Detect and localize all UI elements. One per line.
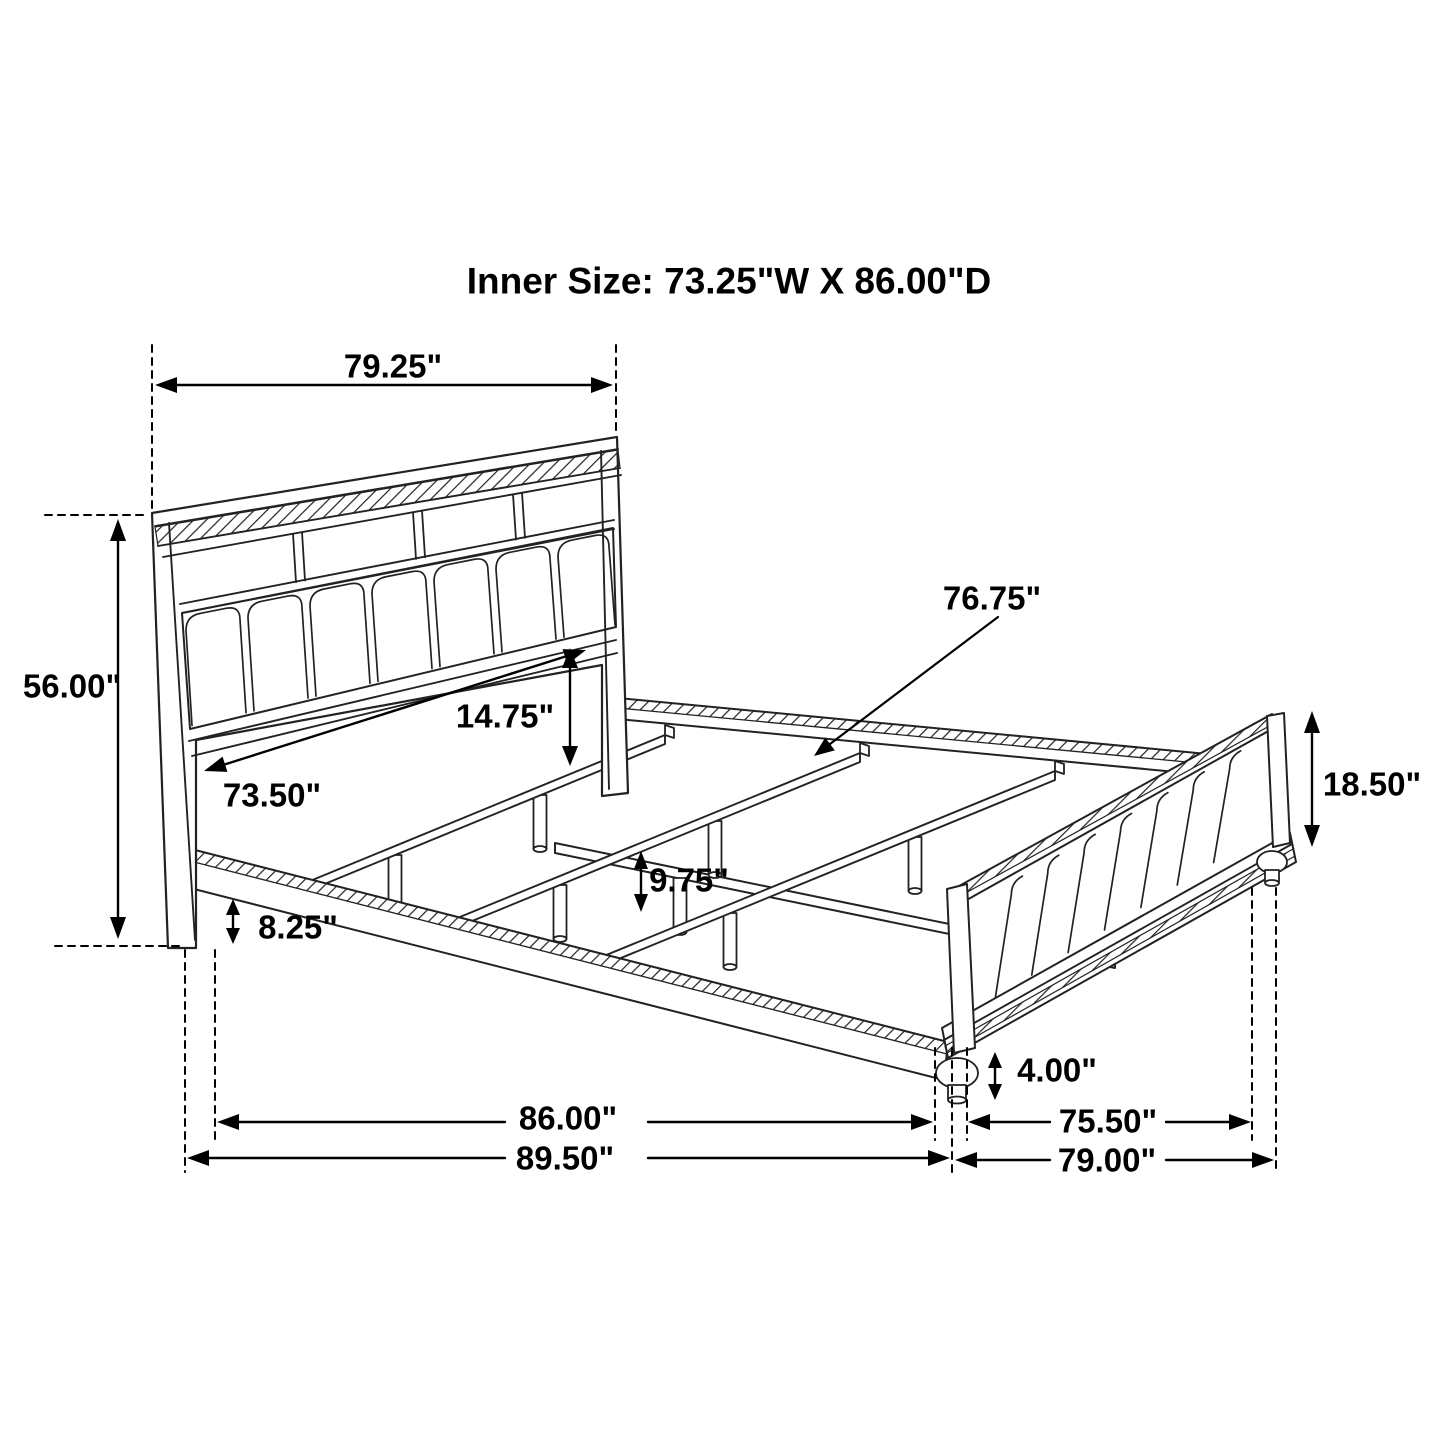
dim-slat-floor-height-label: 9.75" (649, 861, 729, 899)
dim-slat-length-label: 76.75" (942, 579, 1042, 617)
dim-footboard-width-label: 79.00" (1057, 1141, 1157, 1179)
dim-headboard-panel-width-label: 73.50" (222, 776, 322, 814)
dim-headboard-height-label: 56.00" (22, 667, 122, 705)
dim-footboard-height-label: 18.50" (1322, 765, 1422, 803)
dim-footboard-inner-width-label: 75.50" (1058, 1102, 1158, 1140)
dim-rail-clearance-label: 8.25" (258, 908, 338, 946)
dim-foot-height-label: 4.00" (1017, 1051, 1097, 1089)
bed-line-drawing (152, 437, 1296, 1104)
dim-headboard-width-label: 79.25" (343, 347, 443, 385)
dim-overall-depth-label: 89.50" (515, 1139, 615, 1177)
dim-inner-depth-label: 86.00" (518, 1099, 618, 1137)
inner-size-title: Inner Size: 73.25"W X 86.00"D (466, 260, 992, 302)
dim-panel-to-slat-label: 14.75" (455, 697, 555, 735)
